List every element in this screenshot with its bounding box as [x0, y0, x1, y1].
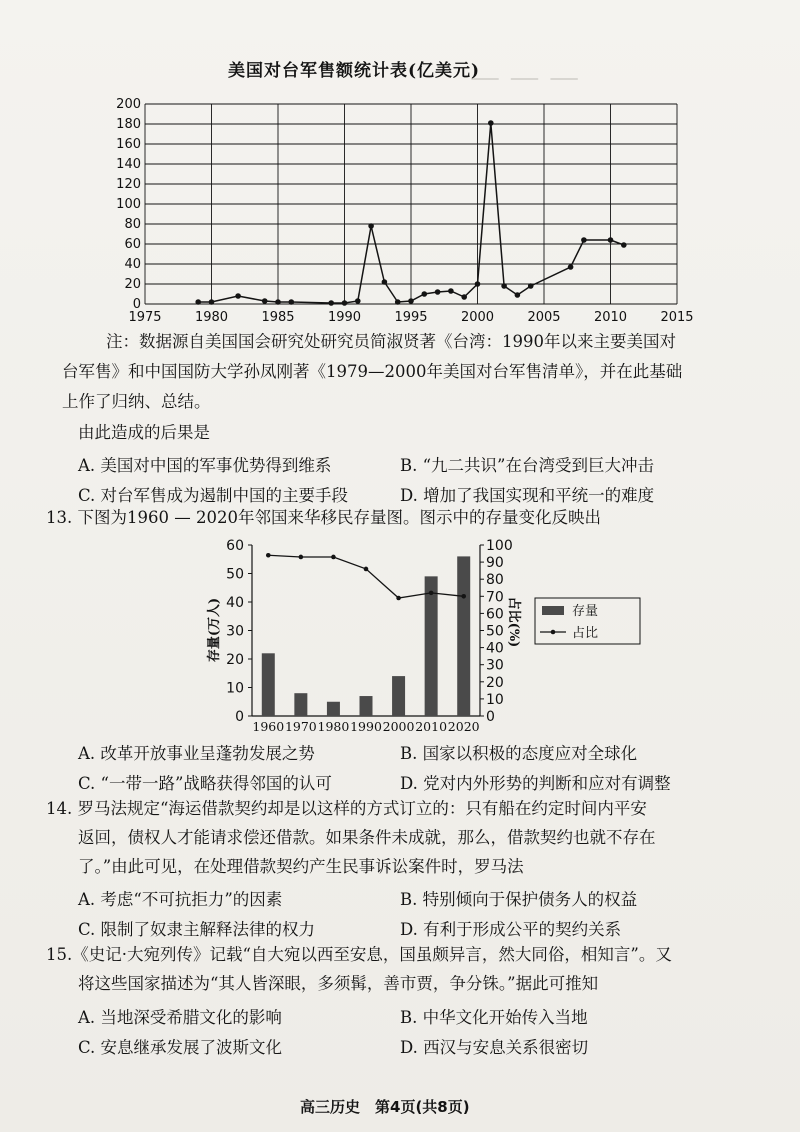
chart2-x-tick-label: 1960: [252, 719, 285, 734]
chart2-x-tick-label: 1980: [317, 719, 350, 734]
chart2-ratio-point: [266, 553, 271, 558]
chart1-y-tick-label: 140: [116, 157, 141, 172]
q13-option-d[interactable]: D. 党对内外形势的判断和应对有调整: [400, 774, 671, 793]
chart2-y2-tick-label: 90: [486, 555, 504, 572]
page-footer: 高三历史 第4页(共8页): [300, 1098, 470, 1116]
q13-option-a[interactable]: A. 改革开放事业呈蓬勃发展之势: [78, 744, 315, 763]
chart2-y2-tick-label: 80: [486, 572, 504, 589]
chart2-bar: [425, 576, 438, 716]
chart1-x-tick-label: 1985: [261, 310, 295, 325]
q15-option-a[interactable]: A. 当地深受希腊文化的影响: [78, 1008, 282, 1027]
q15-stem-line-1: 15.《史记·大宛列传》记载“自大宛以西至安息，国虽颇异言，然大同俗，相知言”。又: [46, 945, 672, 964]
q13-stem: 13. 下图为1960 — 2020年邻国来华移民存量图。图示中的存量变化反映出: [46, 508, 601, 527]
chart2-y-tick-label: 50: [226, 566, 244, 583]
chart2-x-tick-label: 2010: [415, 719, 448, 734]
chart1-y-tick-label: 180: [116, 117, 141, 132]
chart2-legend-line-label: 占比: [572, 626, 599, 641]
chart2-y-tick-label: 0: [235, 709, 244, 725]
chart1-y-tick-label: 160: [116, 137, 141, 152]
chart2-bar: [327, 702, 340, 716]
chart2-x-tick-label: 1990: [350, 719, 382, 734]
chart1-x-tick-label: 2015: [660, 310, 694, 325]
chart1-y-tick-label: 60: [124, 237, 141, 252]
q14-option-d[interactable]: D. 有利于形成公平的契约关系: [400, 920, 622, 939]
chart2-legend-line-marker: [551, 630, 556, 635]
q12-stem: 由此造成的后果是: [78, 423, 210, 442]
chart1-y-tick-label: 100: [116, 197, 141, 212]
chart1-y-tick-label: 120: [116, 177, 141, 192]
q12-option-d[interactable]: D. 增加了我国实现和平统一的难度: [400, 486, 655, 505]
chart1-y-tick-label: 80: [124, 217, 141, 232]
chart1-y-tick-label: 40: [124, 257, 141, 272]
chart2-x-tick-label: 2020: [447, 719, 480, 734]
chart2-y2-tick-label: 100: [486, 538, 513, 554]
chart1-x-tick-label: 2010: [593, 310, 628, 325]
chart2-bar: [457, 556, 470, 716]
chart2-ratio-point: [429, 591, 434, 596]
chart2-x-tick-label: 1970: [284, 719, 317, 734]
chart1-x-tick-label: 2000: [460, 310, 495, 325]
chart2-y-tick-label: 10: [226, 680, 244, 697]
chart1-x-tick-label: 1995: [394, 310, 428, 325]
chart2-bar: [392, 676, 405, 716]
chart2-ratio-point: [461, 594, 466, 599]
chart2-ratio-point: [331, 555, 336, 560]
chart2-ratio-point: [396, 596, 401, 601]
q15-option-d[interactable]: D. 西汉与安息关系很密切: [400, 1038, 589, 1057]
q14-option-a[interactable]: A. 考虑“不可抗拒力”的因素: [78, 890, 283, 909]
chart2-y-tick-label: 20: [226, 652, 244, 668]
q13-option-b[interactable]: B. 国家以积极的态度应对全球化: [400, 744, 638, 763]
q12-option-b[interactable]: B. “九二共识”在台湾受到巨大冲击: [400, 456, 654, 475]
chart2-ratio-point: [299, 555, 304, 560]
chart2-y2-tick-label: 30: [486, 657, 504, 674]
chart2-y-axis-title: 存量(万人): [207, 597, 222, 663]
chart1-x-tick-label: 1975: [128, 310, 162, 325]
note-line-1: 注：数据源自美国国会研究处研究员简淑贤著《台湾：1990年以来主要美国对: [106, 332, 676, 351]
chart2-bar: [360, 696, 373, 716]
chart1-y-tick-label: 20: [124, 277, 141, 292]
chart1-x-tick-label: 2005: [527, 310, 561, 325]
show-through-text: — — —: [470, 60, 580, 95]
q14-option-c[interactable]: C. 限制了奴隶主解释法律的权力: [78, 920, 316, 939]
chart1-y-tick-label: 0: [132, 297, 141, 312]
chart2-bar: [294, 693, 307, 716]
chart1-x-tick-label: 1990: [327, 310, 362, 325]
chart2-bar: [262, 653, 275, 716]
q13-option-c[interactable]: C. “一带一路”战略获得邻国的认可: [78, 774, 332, 793]
chart2-y2-tick-label: 60: [486, 606, 504, 623]
q15-option-c[interactable]: C. 安息继承发展了波斯文化: [78, 1038, 283, 1057]
chart2-y-tick-label: 40: [226, 595, 244, 611]
chart1-x-tick-label: 1980: [194, 310, 229, 325]
chart2-y2-tick-label: 40: [486, 640, 504, 657]
chart2-y2-tick-label: 50: [486, 623, 504, 640]
chart2-y2-axis-title: 占比(%): [506, 596, 521, 648]
chart2-y2-tick-label: 20: [486, 674, 504, 691]
chart2-y2-tick-label: 0: [486, 709, 495, 725]
q14-stem-line-2: 返回，债权人才能请求偿还借款。如果条件未成就，那么，借款契约也就不存在: [78, 828, 656, 847]
q14-option-b[interactable]: B. 特别倾向于保护债务人的权益: [400, 890, 638, 909]
chart2-y2-tick-label: 10: [486, 691, 504, 708]
q12-option-c[interactable]: C. 对台军售成为遏制中国的主要手段: [78, 486, 349, 505]
q15-option-b[interactable]: B. 中华文化开始传入当地: [400, 1008, 588, 1027]
chart2-y2-tick-label: 70: [486, 589, 504, 606]
chart2-y-tick-label: 30: [226, 623, 244, 640]
chart2-legend-bar-swatch: [542, 606, 564, 615]
q12-option-a[interactable]: A. 美国对中国的军事优势得到维系: [78, 456, 332, 475]
chart2-ratio-point: [364, 567, 369, 572]
q15-stem-line-2: 将这些国家描述为“其人皆深眼，多须髯，善市贾，争分铢。”据此可推知: [78, 974, 599, 993]
chart2-x-tick-label: 2000: [382, 719, 415, 734]
chart1-title: 美国对台军售额统计表(亿美元): [228, 61, 481, 81]
chart1-y-tick-label: 200: [116, 97, 141, 112]
q14-stem-line-3: 了。”由此可见，在处理借款契约产生民事诉讼案件时，罗马法: [78, 857, 524, 876]
q14-stem-line-1: 14. 罗马法规定“海运借款契约却是以这样的方式订立的：只有船在约定时间内平安: [46, 799, 647, 818]
note-line-2: 台军售》和中国国防大学孙凤刚著《1979—2000年美国对台军售清单》，并在此基础: [62, 362, 683, 381]
note-line-3: 上作了归纳、总结。: [62, 392, 211, 411]
chart2-y-tick-label: 60: [226, 538, 244, 554]
chart2-legend-bar-label: 存量: [572, 604, 599, 619]
